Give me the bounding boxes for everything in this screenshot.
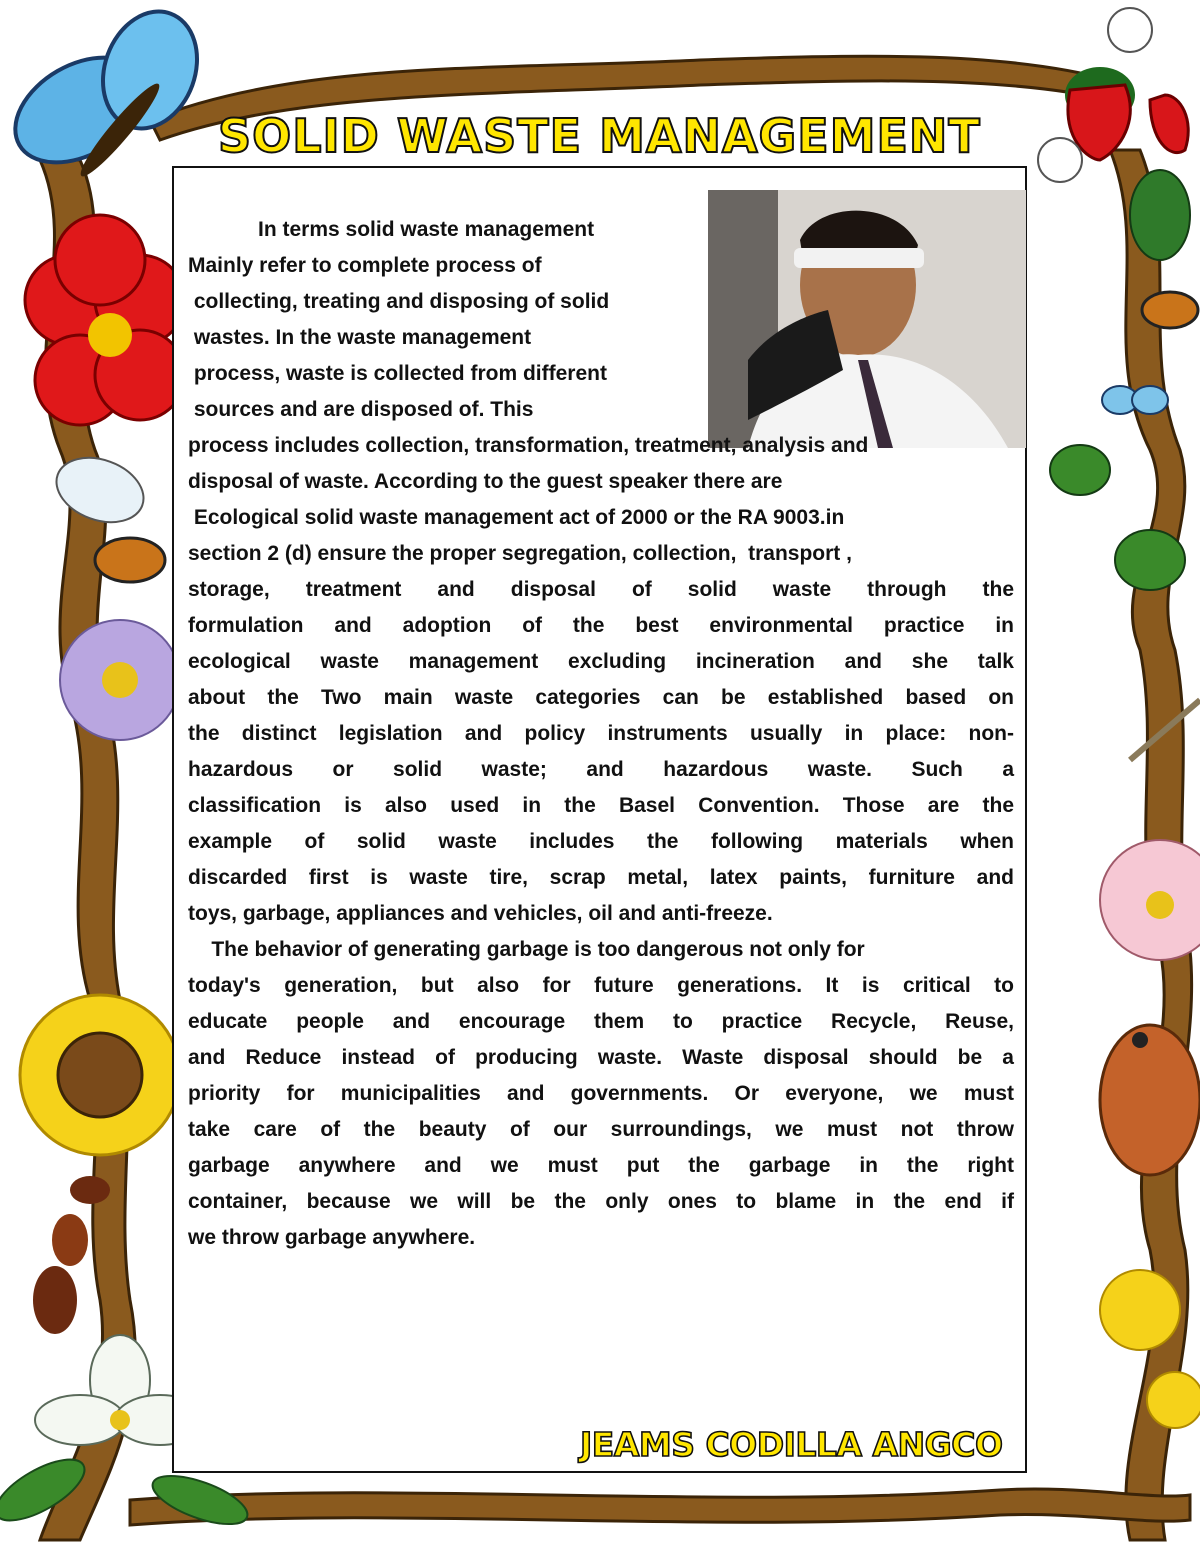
author-name: JEAMS CODILLA ANGCO	[580, 1425, 1003, 1464]
intro-line: process, waste is collected from different	[188, 362, 607, 385]
blue-butterfly-icon	[0, 0, 213, 184]
bee-right-icon	[1142, 292, 1198, 328]
body-paragraph-1	[188, 428, 1014, 932]
body-line: the distinct legislation and policy instruments usually in place: non-	[188, 722, 1014, 745]
strawberry-icon	[1065, 67, 1188, 160]
body-line: hazardous or solid waste; and hazardous waste. Such a	[188, 758, 1014, 781]
body-line: disposal of waste. According to the guest speaker there are	[188, 470, 783, 493]
sunflower-icon	[20, 995, 180, 1155]
body-line: classification is also used in the Basel Convention. Those are the	[188, 794, 1014, 817]
body-line: take care of the beauty of our surroundings, we must not throw	[188, 1118, 1014, 1141]
body-line: garbage anywhere and we must put the garbage in the right	[188, 1154, 1014, 1177]
body-line: process includes collection, transformation, treatment, analysis and	[188, 434, 869, 457]
portrait-photo	[708, 190, 1026, 448]
body-line: priority for municipalities and governments. Or everyone, we must	[188, 1082, 1014, 1105]
red-flower-icon	[25, 215, 185, 425]
body-paragraph-2	[188, 932, 1014, 1256]
body-line: toys, garbage, appliances and vehicles, oil and anti-freeze.	[188, 902, 773, 925]
body-line: section 2 (d) ensure the proper segregation, collection, transport ,	[188, 542, 852, 565]
pink-flower-icon	[1100, 840, 1200, 960]
body-line: about the Two main waste categories can be established based on	[188, 686, 1014, 709]
body-line: storage, treatment and disposal of solid waste through the	[188, 578, 1014, 601]
intro-line: Mainly refer to complete process of	[188, 254, 542, 277]
intro-line: In terms solid waste management	[258, 218, 595, 241]
bottom-branch	[130, 1489, 1190, 1525]
body-line: we throw garbage anywhere.	[188, 1226, 476, 1249]
body-line: educate people and encourage them to practice Recycle, Reuse,	[188, 1010, 1014, 1033]
body-line: The behavior of generating garbage is too dangerous not only for	[188, 938, 865, 961]
intro-text	[188, 212, 708, 428]
body-line: formulation and adoption of the best environmental practice in	[188, 614, 1014, 637]
body-line: discarded first is waste tire, scrap metal, latex paints, furniture and	[188, 866, 1014, 889]
bird-icon	[1100, 1025, 1200, 1175]
body-line: and Reduce instead of producing waste. Waste disposal should be a	[188, 1046, 1014, 1069]
portrait-photo-icon	[708, 190, 1026, 448]
page-title: SOLID WASTE MANAGEMENT	[218, 109, 981, 163]
purple-flower-icon	[60, 620, 180, 740]
body-line: Ecological solid waste management act of 2000 or the RA 9003.in	[188, 506, 845, 529]
intro-line: wastes. In the waste management	[188, 326, 532, 349]
intro-line: sources and are disposed of. This	[188, 398, 534, 421]
body-line: today's generation, but also for future generations. It is critical to	[188, 974, 1014, 997]
body-line: example of solid waste includes the following materials when	[188, 830, 1014, 853]
intro-line: collecting, treating and disposing of solid	[188, 290, 610, 313]
body-line: container, because we will be the only ones to blame in the end if	[188, 1190, 1014, 1213]
body-line: ecological waste management excluding incineration and she talk	[188, 650, 1014, 673]
